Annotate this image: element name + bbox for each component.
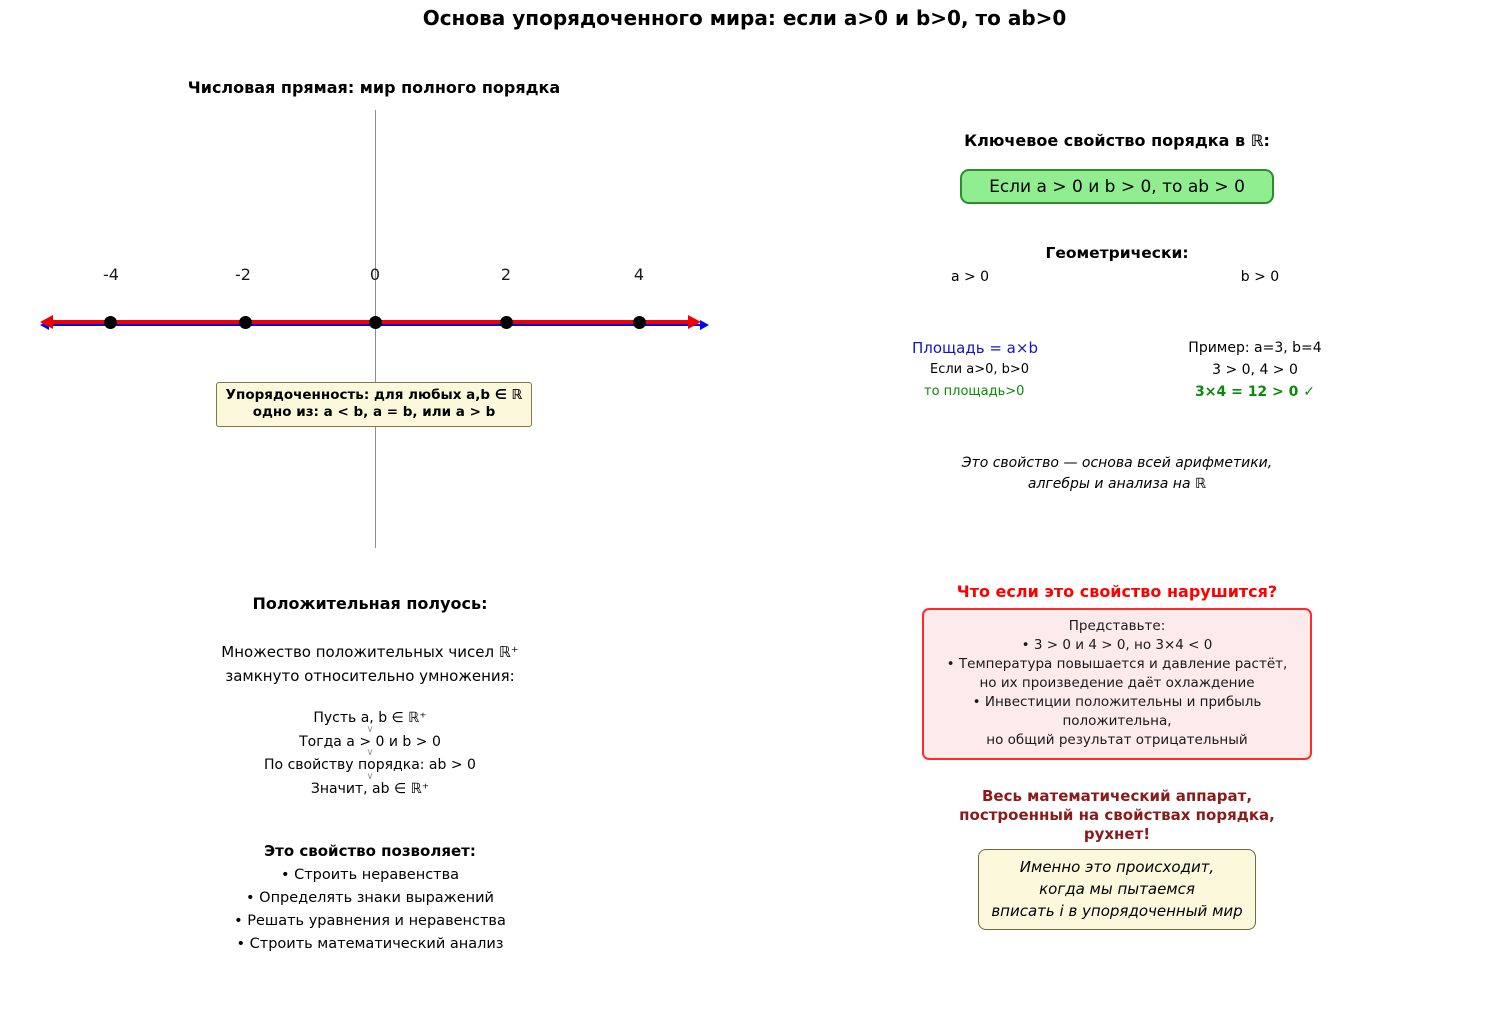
collapse-title-line-3: рухнет! — [1083, 825, 1151, 843]
tick-label--2: -2 — [235, 265, 251, 284]
key-property-title: Ключевое свойство порядка в ℝ: — [964, 131, 1270, 150]
tick-label--4: -4 — [103, 265, 119, 284]
example-conditions: 3 > 0, 4 > 0 — [1212, 362, 1298, 378]
ordering-line-2: одно из: a < b, a = b, или a > b — [252, 404, 496, 420]
collapse-box-line-1: Именно это происходит, — [1019, 858, 1215, 876]
derivation-chain — [120, 707, 620, 800]
area-formula: Площадь = a×b — [912, 339, 1038, 357]
chain-step-2: Тогда a > 0 и b > 0 — [299, 733, 441, 750]
allows-item: • Строить неравенства — [280, 867, 460, 883]
area-conclusion: то площадь>0 — [924, 384, 1025, 399]
chevron-down-icon: ∨ — [366, 770, 374, 782]
geometry-title: Геометрически: — [1045, 244, 1189, 262]
allows-list — [120, 864, 620, 956]
collapse-box — [978, 849, 1256, 930]
violation-line: • 3 > 0 и 4 > 0, но 3×4 < 0 — [1021, 637, 1213, 653]
page-title: Основа упорядоченного мира: если a>0 и b>0, то ab>0 — [422, 6, 1067, 30]
area-explanation — [912, 337, 1112, 403]
vertical-axis-line — [375, 110, 376, 548]
chevron-down-icon: ∨ — [366, 747, 374, 758]
number-line-overlay-arrow-left-icon — [40, 315, 53, 329]
foundation-note-line-1: Это свойство — основа всей арифметики, — [961, 455, 1273, 471]
allows-item: • Решать уравнения и неравенства — [234, 913, 506, 929]
ordering-line-1: Упорядоченность: для любых a,b ∈ ℝ — [225, 387, 523, 403]
numberline-title: Числовая прямая: мир полного порядка — [187, 78, 561, 97]
chain-step-4: Значит, ab ∈ ℝ⁺ — [310, 780, 430, 797]
collapse-title-line-2: построенный на свойствах порядка, — [959, 806, 1275, 824]
allows-item: • Строить математический анализ — [236, 936, 504, 952]
tick-label-0: 0 — [369, 265, 381, 284]
collapse-title-line-1: Весь математический аппарат, — [981, 787, 1253, 805]
tick-dot — [633, 316, 646, 329]
ordering-callout-box — [216, 382, 532, 427]
collapse-title — [860, 787, 1374, 844]
label-a-positive: a > 0 — [950, 269, 990, 285]
chain-step-1: Пусть a, b ∈ ℝ⁺ — [313, 710, 427, 726]
violation-line: • Температура повышается и давление растёт, — [946, 656, 1288, 672]
foundation-note — [920, 453, 1314, 495]
collapse-box-line-3: вписать i в упорядоченный мир — [991, 902, 1243, 920]
area-condition: Если a>0, b>0 — [930, 362, 1030, 377]
number-line-base-arrow-right-icon — [700, 320, 709, 330]
tick-label-2: 2 — [500, 265, 512, 284]
violation-box — [922, 608, 1312, 760]
halfaxis-desc-line-2: замкнуто относительно умножения: — [225, 667, 515, 685]
positive-halfaxis-description — [120, 640, 620, 688]
example-given: Пример: a=3, b=4 — [1188, 340, 1322, 356]
tick-dot — [239, 316, 252, 329]
tick-dot — [104, 316, 117, 329]
collapse-box-line-2: когда мы пытаемся — [1039, 880, 1195, 898]
tick-label-4: 4 — [633, 265, 645, 284]
label-b-positive: b > 0 — [1240, 269, 1280, 285]
key-property-statement: Если a > 0 и b > 0, то ab > 0 — [989, 176, 1245, 197]
chevron-down-icon: ∨ — [366, 723, 374, 735]
tick-dot — [369, 316, 382, 329]
key-property-box — [960, 169, 1274, 204]
numeric-example — [1140, 337, 1370, 403]
allows-title: Это свойство позволяет: — [264, 842, 476, 860]
violation-line: • Инвестиции положительны и прибыль положительна, — [972, 694, 1262, 729]
positive-halfaxis-title: Положительная полуось: — [252, 594, 488, 613]
example-result: 3×4 = 12 > 0 ✓ — [1195, 384, 1315, 400]
halfaxis-desc-line-1: Множество положительных чисел ℝ⁺ — [221, 643, 519, 661]
number-line-overlay-arrow-right-icon — [688, 315, 701, 329]
tick-dot — [500, 316, 513, 329]
chain-step-3: По свойству порядка: ab > 0 — [264, 757, 476, 773]
violation-title: Что если это свойство нарушится? — [956, 582, 1278, 601]
foundation-note-line-2: алгебры и анализа на ℝ — [1027, 476, 1207, 492]
violation-line: Представьте: — [1068, 618, 1166, 634]
violation-line: но общий результат отрицательный — [986, 732, 1248, 748]
violation-line: но их произведение даёт охлаждение — [979, 675, 1255, 691]
allows-item: • Определять знаки выражений — [246, 890, 494, 906]
